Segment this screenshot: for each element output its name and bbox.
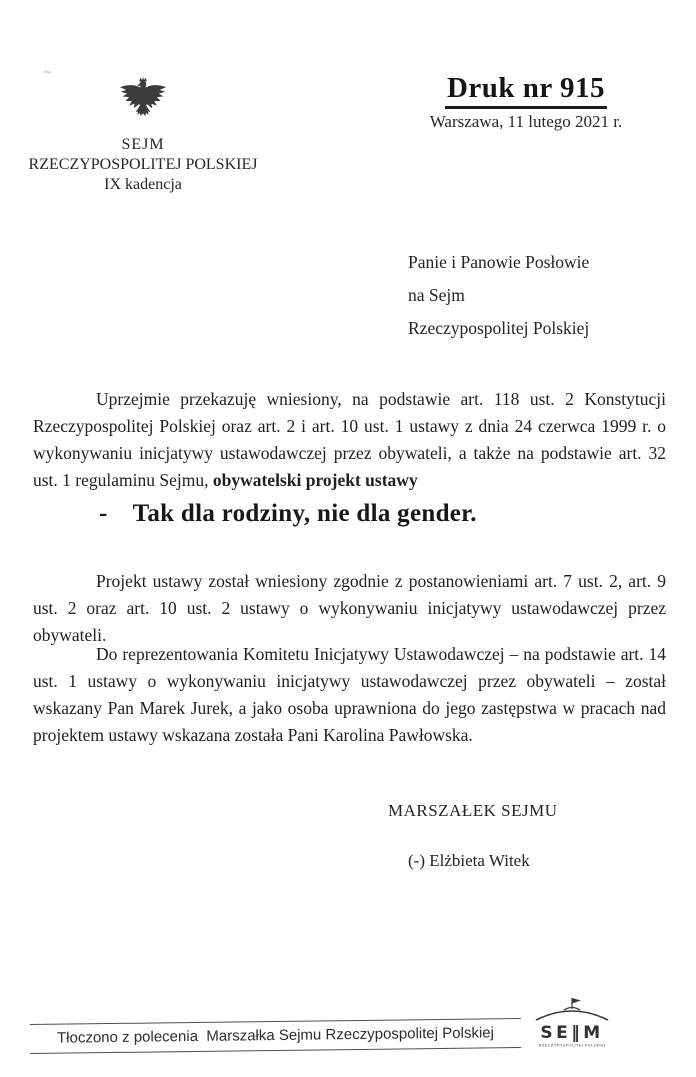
place-and-date: Warszawa, 11 lutego 2021 r. [429, 112, 623, 131]
addressee-line: Panie i Panowie Posłowie [408, 252, 590, 272]
paragraph-transmittal-bold: obywatelski projekt ustawy [212, 470, 418, 490]
sejm-logo-subtext: RZECZYPOSPOLITEJ POLSKIEJ [538, 1042, 606, 1048]
sejm-dome-logo [529, 995, 615, 1059]
sejm-logo-wordmark: SE‖M [540, 1023, 604, 1043]
signature-role: MARSZAŁEK SEJMU [388, 801, 558, 820]
bill-title-dash: - [99, 500, 108, 527]
paragraph-filing: Projekt ustawy został wniesiony zgodnie z postanowieniami art. 7 ust. 2, art. 9 ust. 2 oraz art. 10 ust. 2 ustawy o wykonywaniu inicjatywy ustawodawczej przez obywateli. [33, 571, 666, 645]
polish-eagle-emblem [117, 74, 169, 128]
institution-name: SEJM [121, 136, 165, 153]
paragraph-representation: Do reprezentowania Komitetu Inicjatywy Ustawodawczej – na podstawie art. 14 ust. 1 ustawy o wykonywaniu inicjatywy ustawodawczej przez obywateli – został wskazany Pan Marek Jurek, a jako osoba uprawniona do jego zastępstwa w pracach nad projektem ustawy wskazana została Pani Karolina Pawłowska. [33, 644, 666, 745]
addressee-line: na Sejm [408, 285, 465, 305]
signature-name: (-) Elżbieta Witek [408, 851, 530, 870]
addressee-block [408, 246, 589, 345]
dome-icon [536, 1011, 608, 1020]
paragraph-transmittal-text: Uprzejmie przekazuję wniesiony, na podstawie art. 118 ust. 2 Konstytucji Rzeczypospolitej Polskiej oraz art. 2 i art. 10 ust. 1 ustawy z dnia 24 czerwca 1999 r. o wykonywaniu inicjatywy ustawodawczej przez obywateli, a także na podstawie art. 32 ust. 1 regulaminu Sejmu, [33, 389, 666, 490]
print-imprint-note: Tłoczono z polecenia Marszałka Sejmu Rzeczypospolitej Polskiej [30, 1018, 521, 1054]
paragraph-transmittal [33, 386, 666, 494]
institution-name-2: RZECZYPOSPOLITEJ POLSKIEJ [28, 156, 258, 173]
addressee-line: Rzeczypospolitej Polskiej [408, 318, 590, 338]
document-header-right [400, 72, 652, 132]
bill-title-text: Tak dla rodziny, nie dla gender. [132, 500, 477, 527]
bill-title [99, 500, 477, 528]
institution-term: IX kadencja [104, 176, 182, 193]
flag-icon [572, 998, 581, 1004]
document-number: Druk nr 915 [445, 72, 607, 109]
letterhead-institution [20, 74, 266, 195]
